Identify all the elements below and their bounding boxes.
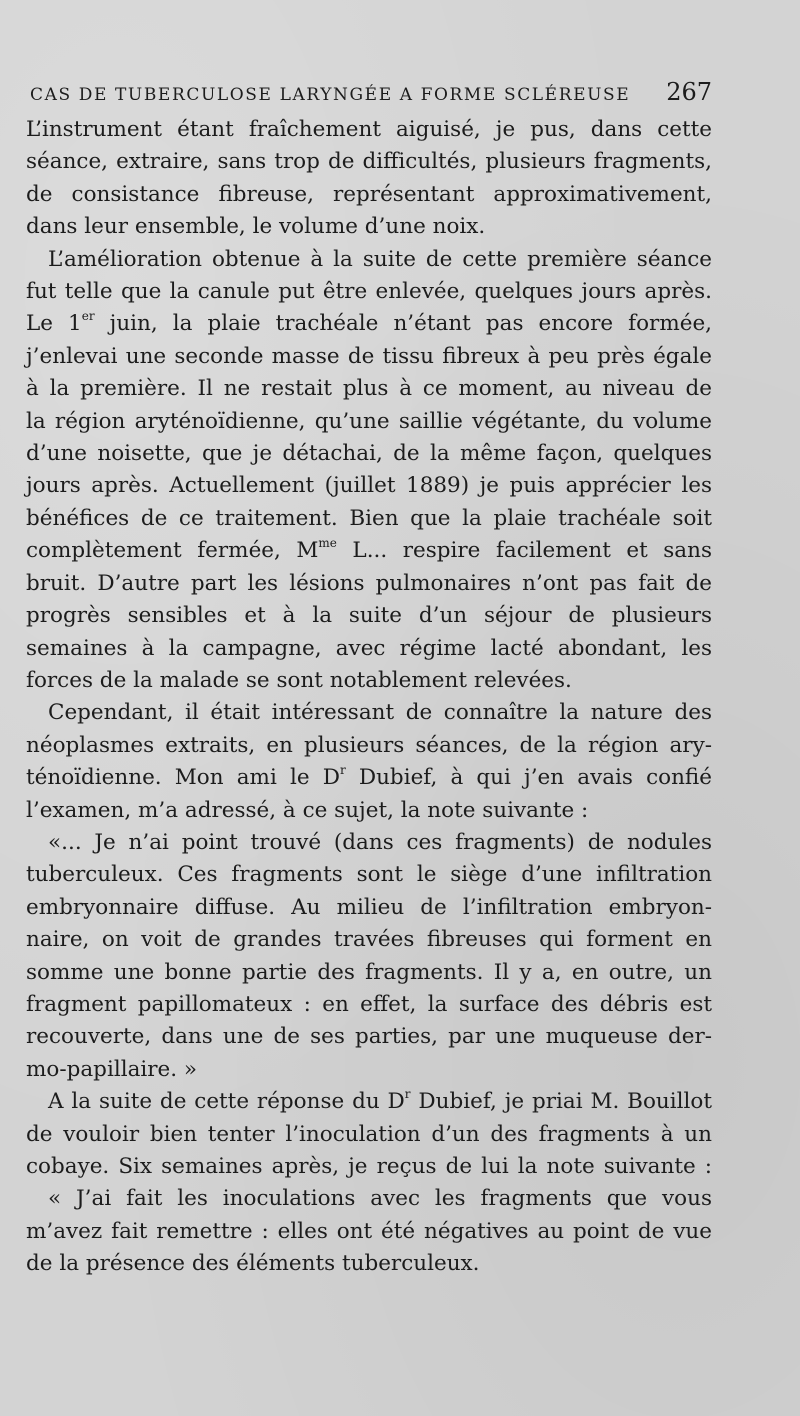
text-line: naire, on voit de grandes travées fibreuses qui forment en — [26, 927, 712, 953]
text-line: de consistance fibreuse, représentant approximativement, — [26, 181, 712, 207]
text-line: «... Je n’ai point trouvé (dans ces fragments) de nodules — [48, 829, 712, 855]
text-line: semaines à la campagne, avec régime lacté abondant, les — [26, 635, 712, 661]
text-line: à la première. Il ne restait plus à ce moment, au niveau de — [26, 376, 712, 402]
text-line: somme une bonne partie des fragments. Il y a, en outre, un — [26, 959, 712, 985]
text-line: m’avez fait remettre : elles ont été négatives au point de vue — [26, 1218, 712, 1244]
text-line: ténoïdienne. Mon ami le $D^r$ Dubief, à qui j’en avais confié — [26, 762, 712, 791]
text-line: Cependant, il était intéressant de connaître la nature des — [48, 700, 712, 726]
text-line: A la suite de cette réponse du $D^r$ Dubief, je priai M. Bouillot — [48, 1087, 712, 1115]
text-line: fragment papillomateux : en effet, la surface des débris est — [26, 991, 712, 1017]
text-line: cobaye. Six semaines après, je reçus de lui la note suivante : — [26, 1154, 712, 1179]
text-line: j’enlevai une seconde masse de tissu fibreux à peu près égale — [26, 343, 712, 369]
text-line: L’instrument étant fraîchement aiguisé, je pus, dans cette — [26, 117, 712, 142]
text-line: séance, extraire, sans trop de difficultés, plusieurs fragments, — [26, 149, 712, 175]
text-line: dans leur ensemble, le volume d’une noix. — [26, 214, 486, 240]
body-text — [26, 114, 712, 1281]
text-line: mo-papillaire. » — [26, 1056, 198, 1082]
running-title: CAS DE TUBERCULOSE LARYNGÉE A FORME SCLÉREUSE — [30, 85, 631, 105]
text-line: embryonnaire diffuse. Au milieu de l’infiltration embryon- — [26, 894, 712, 920]
text-line: L’amélioration obtenue à la suite de cette première séance — [48, 246, 712, 272]
text-line: jours après. Actuellement (juillet 1889) je puis apprécier les — [26, 473, 712, 499]
text-line: recouverte, dans une de ses parties, par une muqueuse der- — [26, 1024, 712, 1050]
text-line: tuberculeux. Ces fragments sont le siège d’une infiltration — [26, 862, 712, 888]
text-line: forces de la malade se sont notablement relevées. — [26, 667, 572, 693]
text-line: de vouloir bien tenter l’inoculation d’un des fragments à un — [26, 1121, 712, 1147]
running-head — [26, 78, 712, 106]
text-line: la région aryténoïdienne, qu’une saillie végétante, du volume — [26, 408, 712, 434]
text-line: fut telle que la canule put être enlevée, quelques jours après. — [26, 279, 712, 305]
text-line: bénéfices de ce traitement. Bien que la plaie trachéale soit — [26, 505, 712, 531]
text-line: de la présence des éléments tuberculeux. — [26, 1251, 480, 1277]
text-line: d’une noisette, que je détachai, de la même façon, quelques — [26, 441, 712, 467]
text-line: bruit. D’autre part les lésions pulmonaires n’ont pas fait de — [26, 570, 712, 596]
text-line: « J’ai fait les inoculations avec les fragments que vous — [48, 1186, 712, 1212]
book-page — [26, 78, 712, 1281]
text-line: néoplasmes extraits, en plusieurs séances, de la région ary- — [26, 732, 712, 758]
text-line: Le 1er juin, la plaie trachéale n’étant pas encore formée, — [26, 309, 713, 337]
text-line: progrès sensibles et à la suite d’un séjour de plusieurs — [26, 603, 712, 629]
page-number: 267 — [666, 78, 712, 106]
text-line: complètement fermée, $M^{me}$ L... respire facilement et sans — [26, 536, 712, 564]
text-line: l’examen, m’a adressé, à ce sujet, la note suivante : — [26, 797, 589, 823]
